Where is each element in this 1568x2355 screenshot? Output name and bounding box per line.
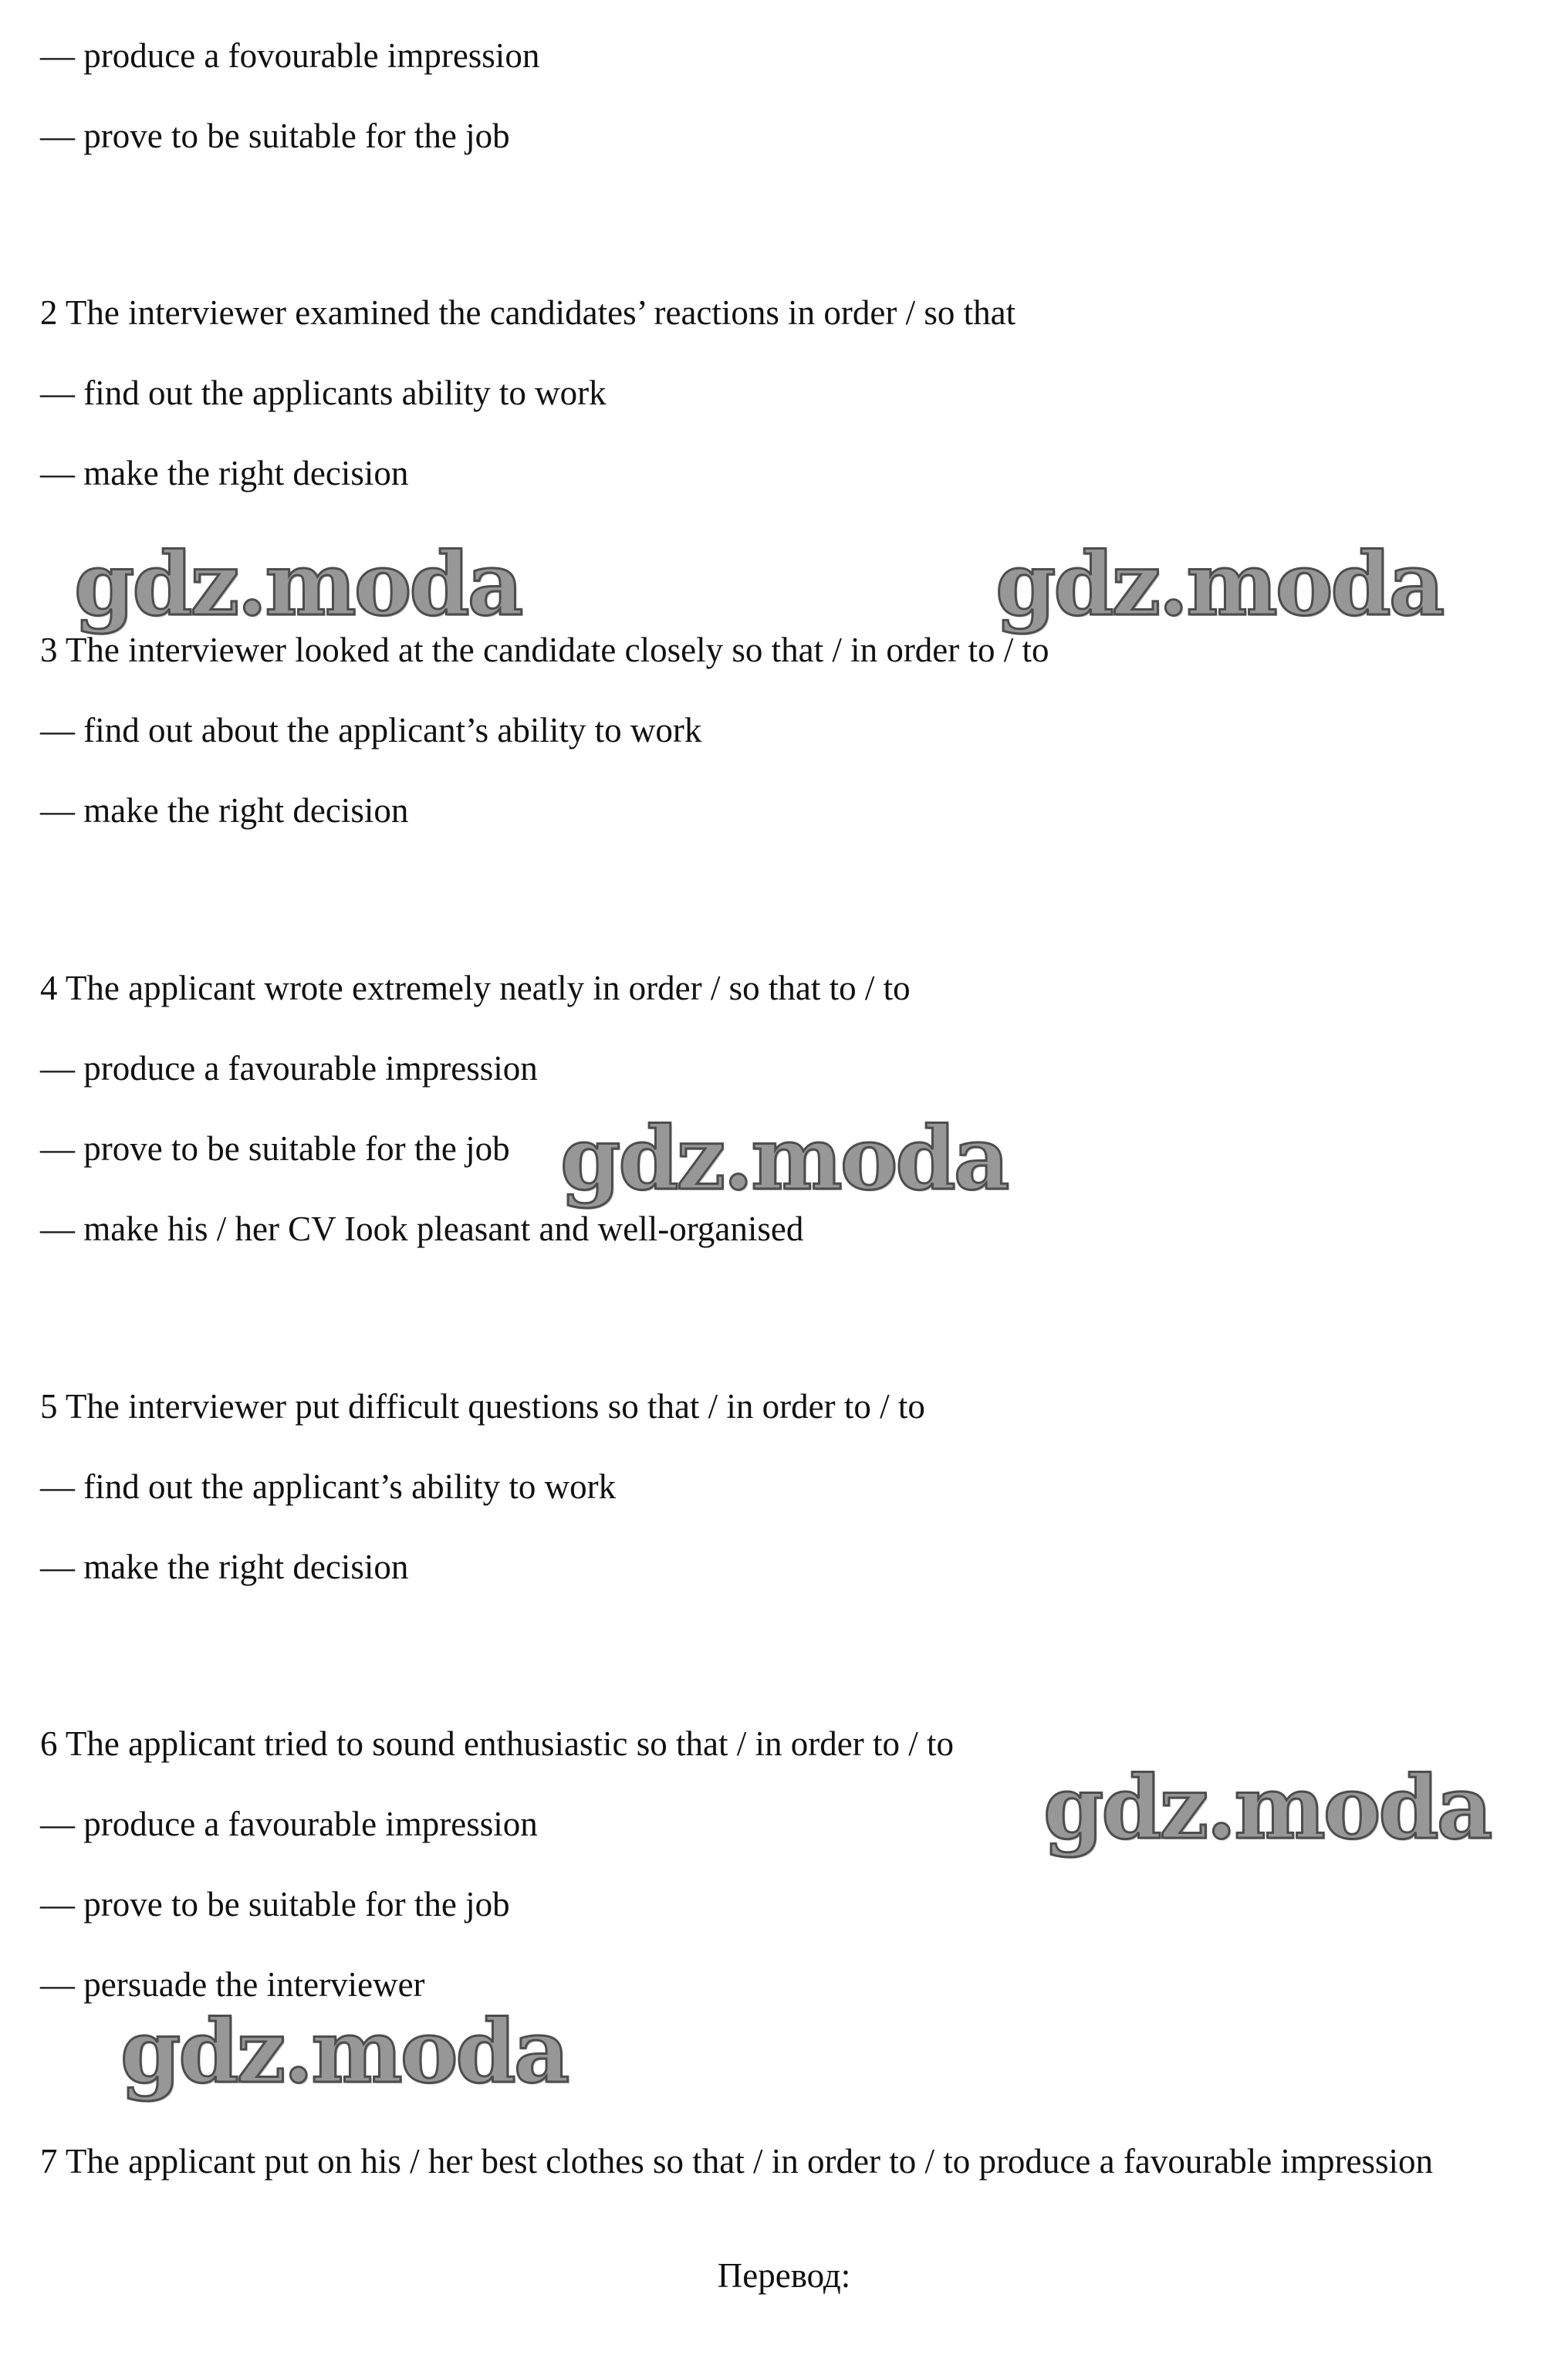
item-heading-3: 3 The interviewer looked at the candidate closely so that / in order to / to (40, 631, 1049, 669)
text-line: — prove to be suitable for the job (40, 1885, 510, 1924)
item-heading-6: 6 The applicant tried to sound enthusiastic so that / in order to / to (40, 1724, 954, 1763)
watermark-logo: gdz.moda (560, 1108, 1008, 1210)
watermark-logo: gdz.moda (995, 534, 1443, 635)
item-heading-7: 7 The applicant put on his / her best clothes so that / in order to / to produce a favourable impression (40, 2142, 1433, 2181)
text-line: — make the right decision (40, 791, 409, 830)
item-heading-2: 2 The interviewer examined the candidates’ reactions in order / so that (40, 293, 1016, 332)
text-line: — make his / her CV Iook pleasant and well-organised (40, 1210, 804, 1248)
watermark-logo: gdz.moda (120, 2001, 568, 2103)
translation-heading: Перевод: (717, 2256, 851, 2295)
text-line: — produce a fovourable impression (40, 36, 540, 75)
watermark-logo: gdz.moda (1043, 1758, 1491, 1859)
text-line: — persuade the interviewer (40, 1965, 425, 2004)
text-line: — make the right decision (40, 454, 409, 492)
text-line: — find out the applicant’s ability to work (40, 1467, 617, 1506)
watermark-logo: gdz.moda (74, 534, 522, 635)
item-heading-5: 5 The interviewer put difficult questions so that / in order to / to (40, 1387, 925, 1426)
text-line: — make the right decision (40, 1548, 409, 1586)
text-line: — find out about the applicant’s ability to work (40, 711, 702, 749)
item-heading-4: 4 The applicant wrote extremely neatly in order / so that to / to (40, 969, 911, 1007)
text-line: — prove to be suitable for the job (40, 117, 510, 155)
text-line: — produce a favourable impression (40, 1805, 538, 1843)
text-line: — produce a favourable impression (40, 1049, 538, 1088)
text-line: — prove to be suitable for the job (40, 1129, 510, 1168)
text-line: — find out the applicants ability to work (40, 374, 607, 412)
